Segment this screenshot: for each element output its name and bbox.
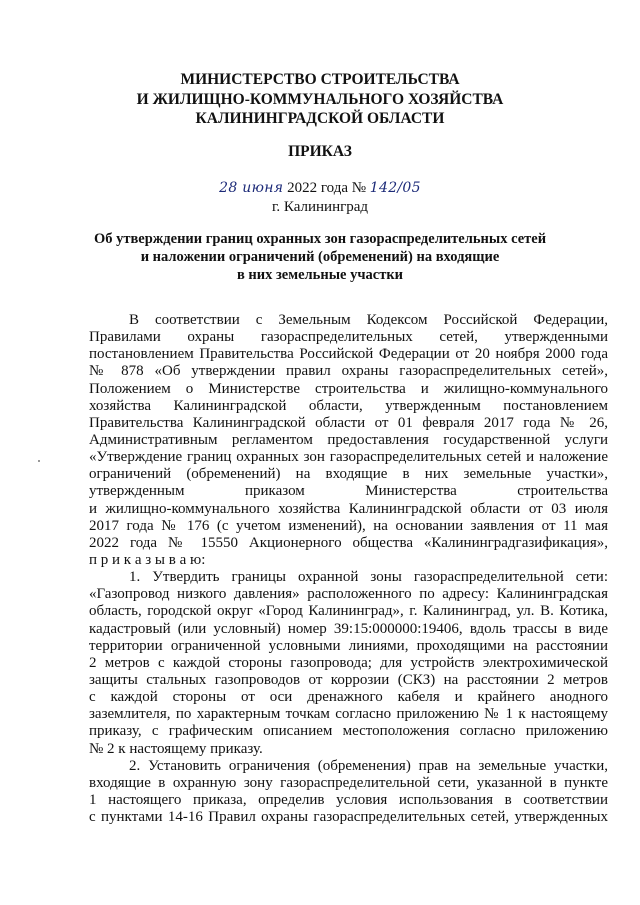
subject-line-2: и наложении ограничений (обременений) на входящие: [140, 249, 500, 265]
body-line: Правилами охраны газораспределительных сетей, утвержденными: [89, 329, 608, 346]
body-line: ограничений (обременений) на входящие в них земельные участки»,: [89, 466, 608, 483]
printed-date-text: 2022 года №: [287, 180, 367, 196]
order-directive: п р и к а з ы в а ю:: [89, 551, 206, 568]
body-line: № 878 «Об утверждении правил охраны газораспределительных сетей»,: [89, 363, 608, 380]
body-line: с каждой стороны от оси дренажного кабеля и крайнего анодного: [89, 689, 608, 706]
order-city: г. Калининград: [271, 199, 369, 215]
body-line: Правительства Калининградской области от 01 февраля 2017 года № 26,: [89, 414, 608, 431]
body-line: приказу, с графическим описанием местоположения согласно приложению: [89, 723, 608, 740]
body-line: территории ограниченной условными линиями, проходящими на расстоянии: [89, 637, 608, 654]
subject-line-3: в них земельные участки: [236, 267, 404, 283]
scan-mark: [38, 460, 40, 462]
body-line: хозяйства Калининградской области, утвержденным постановлением: [89, 397, 608, 414]
ministry-line-1: МИНИСТЕРСТВО СТРОИТЕЛЬСТВА: [180, 71, 460, 88]
body-line: постановлением Правительства Российской Федерации от 20 ноября 2000 года: [89, 346, 608, 363]
subject-line-1: Об утверждении границ охранных зон газораспределительных сетей: [93, 231, 547, 247]
body-line: «Утверждение границ охранных зон газораспределительных сетей и наложение: [89, 449, 608, 466]
body-line: 2. Установить ограничения (обременения) прав на земельные участки,: [129, 757, 608, 774]
body-line: входящие в охранную зону газораспределительной сети, указанной в пункте: [89, 774, 608, 791]
body-line: 2017 года № 176 (с учетом изменений), на основании заявления от 11 мая: [89, 517, 608, 534]
order-date-line: [0, 178, 640, 198]
body-line: защиты стальных газопроводов от коррозии (СКЗ) на расстоянии 2 метров: [89, 671, 608, 688]
body-line: и жилищно-коммунального хозяйства Калининградской области от 03 июля: [89, 500, 608, 517]
ministry-header: [0, 70, 640, 129]
body-line: В соответствии с Земельным Кодексом Российской Федерации,: [129, 312, 608, 328]
body-line: 1 настоящего приказа, определив условия использования в соответствии: [89, 791, 608, 808]
body-line: «Газопровод низкого давления» расположенного по адресу: Калининградская: [89, 586, 608, 603]
handwritten-date: 28 июня: [219, 180, 284, 196]
body-line: Административным регламентом предоставления государственной услуги: [89, 431, 608, 448]
body-line: кадастровый (или условный) номер 39:15:000000:19406, вдоль трассы в виде: [89, 620, 608, 637]
body-line: заземлителя, по характерным точкам согласно приложению № 1 к настоящему: [89, 706, 608, 723]
body-line: утвержденным приказом Министерства строительства: [89, 483, 608, 500]
order-body: [89, 312, 608, 826]
body-line: 2 метров с каждой стороны газопровода; для устройств электрохимической: [89, 654, 608, 671]
ministry-line-2: И ЖИЛИЩНО-КОММУНАЛЬНОГО ХОЗЯЙСТВА: [136, 90, 504, 108]
ministry-line-3: КАЛИНИНГРАДСКОЙ ОБЛАСТИ: [195, 110, 445, 127]
body-line: область, городской округ «Город Калининград», г. Калининград, ул. В. Котика,: [89, 603, 608, 620]
order-subject: [0, 230, 640, 284]
body-line: № 2 к настоящему приказу.: [89, 740, 263, 757]
body-line: Положением о Министерстве строительства и жилищно-коммунального: [89, 380, 608, 397]
body-line: с пунктами 14-16 Правил охраны газораспределительных сетей, утвержденных: [89, 809, 608, 826]
body-line: 1. Утвердить границы охранной зоны газораспределительной сети:: [129, 569, 608, 586]
order-title: ПРИКАЗ: [288, 143, 352, 160]
body-line: 2022 года № 15550 Акционерного общества «Калининградгазификация»,: [89, 534, 608, 551]
handwritten-order-number: 142/05: [369, 180, 421, 196]
